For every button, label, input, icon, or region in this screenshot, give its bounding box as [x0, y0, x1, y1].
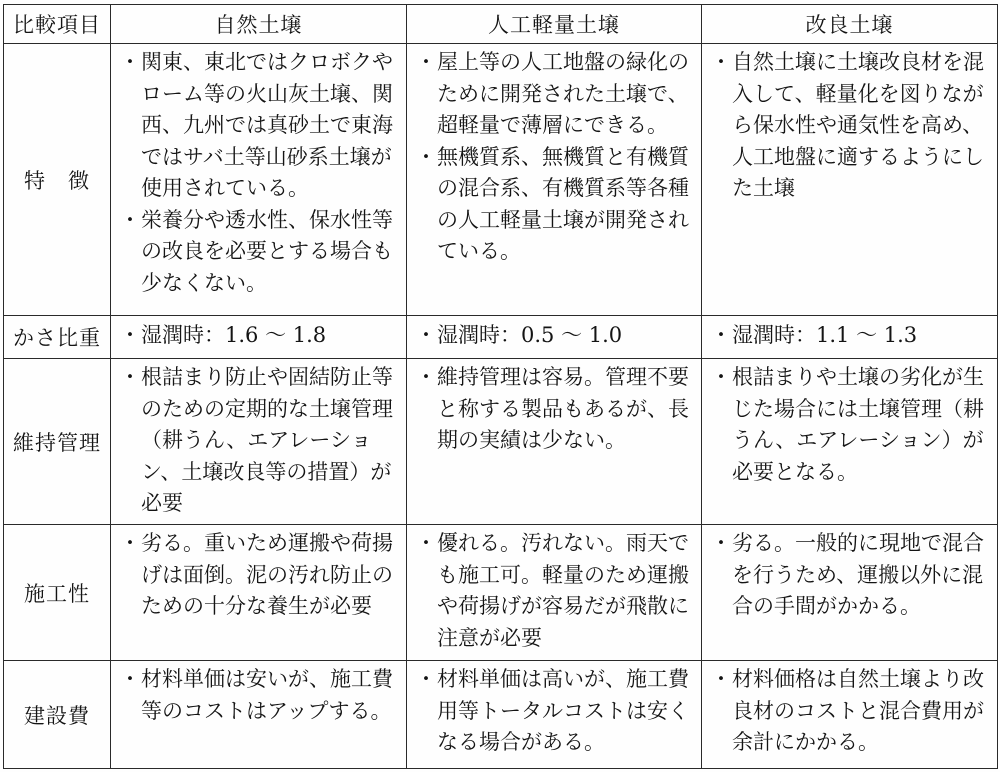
bullet-text: ・ 優れる。汚れない。雨天でも施工可。軽量のため運搬や荷揚げが容易だが飛散に注意が必要: [415, 528, 693, 654]
cell-artificial-maintenance: [407, 359, 702, 525]
header-artificial-lightweight-soil: 人工軽量土壌: [407, 5, 702, 44]
cell-natural-characteristics: [111, 44, 407, 316]
bullet-text: ・ 材料単価は安いが、施工費等のコストはアップする。: [119, 664, 398, 727]
bullet-text: ・ 劣る。一般的に現地で混合を行うため、運搬以外に混合の手間がかかる。: [710, 528, 989, 623]
header-natural-soil: 自然土壌: [111, 5, 407, 44]
cell-artificial-construction-cost: [407, 661, 702, 769]
cell-improved-workability: [702, 525, 998, 661]
cell-natural-workability: [111, 525, 407, 661]
row-maintenance: [4, 359, 998, 525]
row-characteristics: [4, 44, 998, 316]
bullet-text: ・ 材料単価は高いが、施工費用等トータルコストは安くなる場合がある。: [415, 664, 693, 759]
row-label-construction-cost: 建設費: [4, 661, 111, 769]
cell-artificial-characteristics: [407, 44, 702, 316]
bullet-text: ・ 湿潤時：0.5 ～ 1.0: [415, 320, 693, 352]
bullet-text: ・ 屋上等の人工地盤の緑化のために開発された土壌で、超軽量で薄層にできる。: [415, 47, 693, 142]
bullet-text: ・ 湿潤時：1.1 ～ 1.3: [710, 320, 989, 352]
header-comparison-item: 比較項目: [4, 5, 111, 44]
bullet-text: ・ 無機質系、無機質と有機質の混合系、有機質系等各種の人工軽量土壌が開発されている。: [415, 142, 693, 268]
row-construction-cost: [4, 661, 998, 769]
cell-artificial-bulk-density: [407, 316, 702, 359]
row-label-maintenance: 維持管理: [4, 359, 111, 525]
bullet-text: ・ 劣る。重いため運搬や荷揚げは面倒。泥の汚れ防止のための十分な養生が必要: [119, 528, 398, 623]
row-workability: [4, 525, 998, 661]
cell-natural-construction-cost: [111, 661, 407, 769]
row-label-bulk-density: かさ比重: [4, 316, 111, 359]
row-label-workability: 施工性: [4, 525, 111, 661]
bullet-text: ・ 根詰まり防止や固結防止等のための定期的な土壌管理（耕うん、エアレーション、土壌改良等の措置）が必要: [119, 362, 398, 520]
cell-improved-characteristics: [702, 44, 998, 316]
cell-artificial-workability: [407, 525, 702, 661]
bullet-text: ・ 栄養分や透水性、保水性等の改良を必要とする場合も少なくない。: [119, 205, 398, 300]
cell-natural-bulk-density: [111, 316, 407, 359]
bullet-text: ・ 維持管理は容易。管理不要と称する製品もあるが、長期の実績は少ない。: [415, 362, 693, 457]
header-improved-soil: 改良土壌: [702, 5, 998, 44]
row-bulk-density: [4, 316, 998, 359]
bullet-text: ・ 材料価格は自然土壌より改良材のコストと混合費用が余計にかかる。: [710, 664, 989, 759]
cell-improved-construction-cost: [702, 661, 998, 769]
cell-improved-maintenance: [702, 359, 998, 525]
soil-comparison-table: [3, 4, 998, 769]
bullet-text: ・ 自然土壌に土壌改良材を混入して、軽量化を図りながら保水性や通気性を高め、人工地盤に適するようにした土壌: [710, 47, 989, 205]
cell-natural-maintenance: [111, 359, 407, 525]
bullet-text: ・ 根詰まりや土壌の劣化が生じた場合には土壌管理（耕うん、エアレーション）が必要となる。: [710, 362, 989, 488]
cell-improved-bulk-density: [702, 316, 998, 359]
bullet-text: ・ 関東、東北ではクロボクやローム等の火山灰土壌、関西、九州では真砂土で東海ではサバ土等山砂系土壌が使用されている。: [119, 47, 398, 205]
row-label-characteristics: 特 徴: [4, 44, 111, 316]
bullet-text: ・ 湿潤時：1.6 ～ 1.8: [119, 320, 398, 352]
header-row: [4, 5, 998, 44]
